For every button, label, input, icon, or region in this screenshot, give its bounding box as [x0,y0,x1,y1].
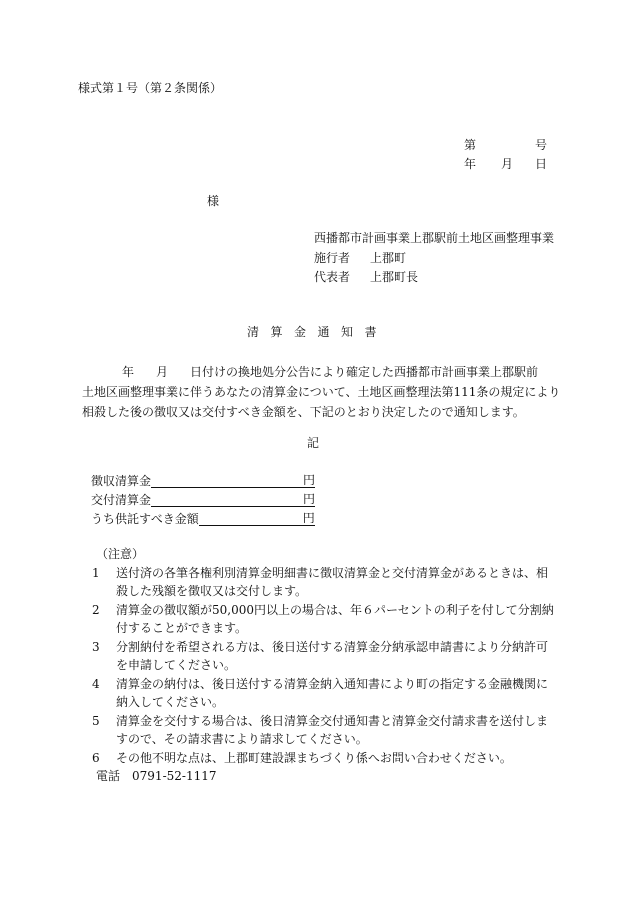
note-text: 清算金の徴収額が50,000円以上の場合は、年６パーセントの利子を付して分割納付することができます。 [116,602,554,635]
amount-row-deposit [91,511,315,526]
body-paragraph [82,362,562,422]
ref-number-unit: 号 [535,138,548,152]
contact-phone [86,767,556,786]
representative-label: 代表者 [314,270,351,284]
notes-heading: （注意） [96,547,145,561]
note-item [86,675,556,712]
amount-unit: 円 [303,492,316,506]
note-text: 分割納付を希望される方は、後日送付する清算金分納承認申請書により分納許可を申請してください。 [116,639,549,672]
note-number: 4 [92,676,100,691]
phone-number: 0791-52-1117 [132,769,217,783]
body-month: 月 [156,365,169,379]
amount-unit: 円 [302,511,315,525]
ki-heading: 記 [307,436,320,450]
form-number: 様式第１号（第２条関係） [78,81,223,95]
note-item [86,638,556,675]
note-number: 2 [92,602,100,617]
note-item [86,712,556,749]
body-line1-text: 日付けの換地処分公告により確定した西播都市計画事業上郡駅前 [190,365,539,379]
note-text: 送付済の各筆各権利別清算金明細書に徴収清算金と交付清算金があるときは、相殺した残額を徴収又は交付します。 [116,565,549,598]
addressee-suffix: 様 [207,194,220,208]
issuer-project: 西播都市計画事業上郡駅前土地区画整理事業 [314,231,555,245]
amount-row-collection [91,473,315,488]
note-text: 清算金を交付する場合は、後日清算金交付通知書と清算金交付請求書を送付しますので、その請求書により請求してください。 [116,713,549,746]
body-line-2: 土地区画整理事業に伴うあなたの清算金について、土地区画整理法第111条の規定により [82,385,561,399]
body-line-1 [82,362,562,382]
body-line-3: 相殺した後の徴収又は交付すべき金額を、下記のとおり決定したので通知します。 [82,405,525,419]
amount-row-grant [91,492,315,507]
note-number: 5 [92,713,100,728]
executor-name: 上郡町 [370,251,407,265]
note-number: 6 [92,750,100,765]
note-item [86,564,556,601]
phone-label: 電話 [96,769,121,783]
amount-blank-line [199,512,303,526]
representative-name: 上郡町長 [370,270,419,284]
ref-number-label: 第 [464,138,477,152]
executor-label: 施行者 [314,251,351,265]
note-text: 清算金の納付は、後日送付する清算金納入通知書により町の指定する金融機関に納入してください。 [116,676,549,709]
notes-section [86,545,556,786]
amount-label: 交付清算金 [91,493,152,507]
amount-label: うち供託すべき金額 [91,512,199,526]
body-year: 年 [122,365,135,379]
date-day: 日 [535,157,548,171]
document-title: 清算金通知書 [247,325,389,339]
note-item [86,749,556,768]
date-month: 月 [501,157,514,171]
date-year: 年 [464,157,477,171]
note-number: 3 [92,639,100,654]
amount-blank-line [151,493,303,507]
amount-unit: 円 [303,473,316,487]
amount-blank-line [151,474,303,488]
note-item [86,601,556,638]
note-text: その他不明な点は、上郡町建設課まちづくり係へお問い合わせください。 [116,750,512,765]
amount-label: 徴収清算金 [91,474,152,488]
note-number: 1 [92,565,100,580]
